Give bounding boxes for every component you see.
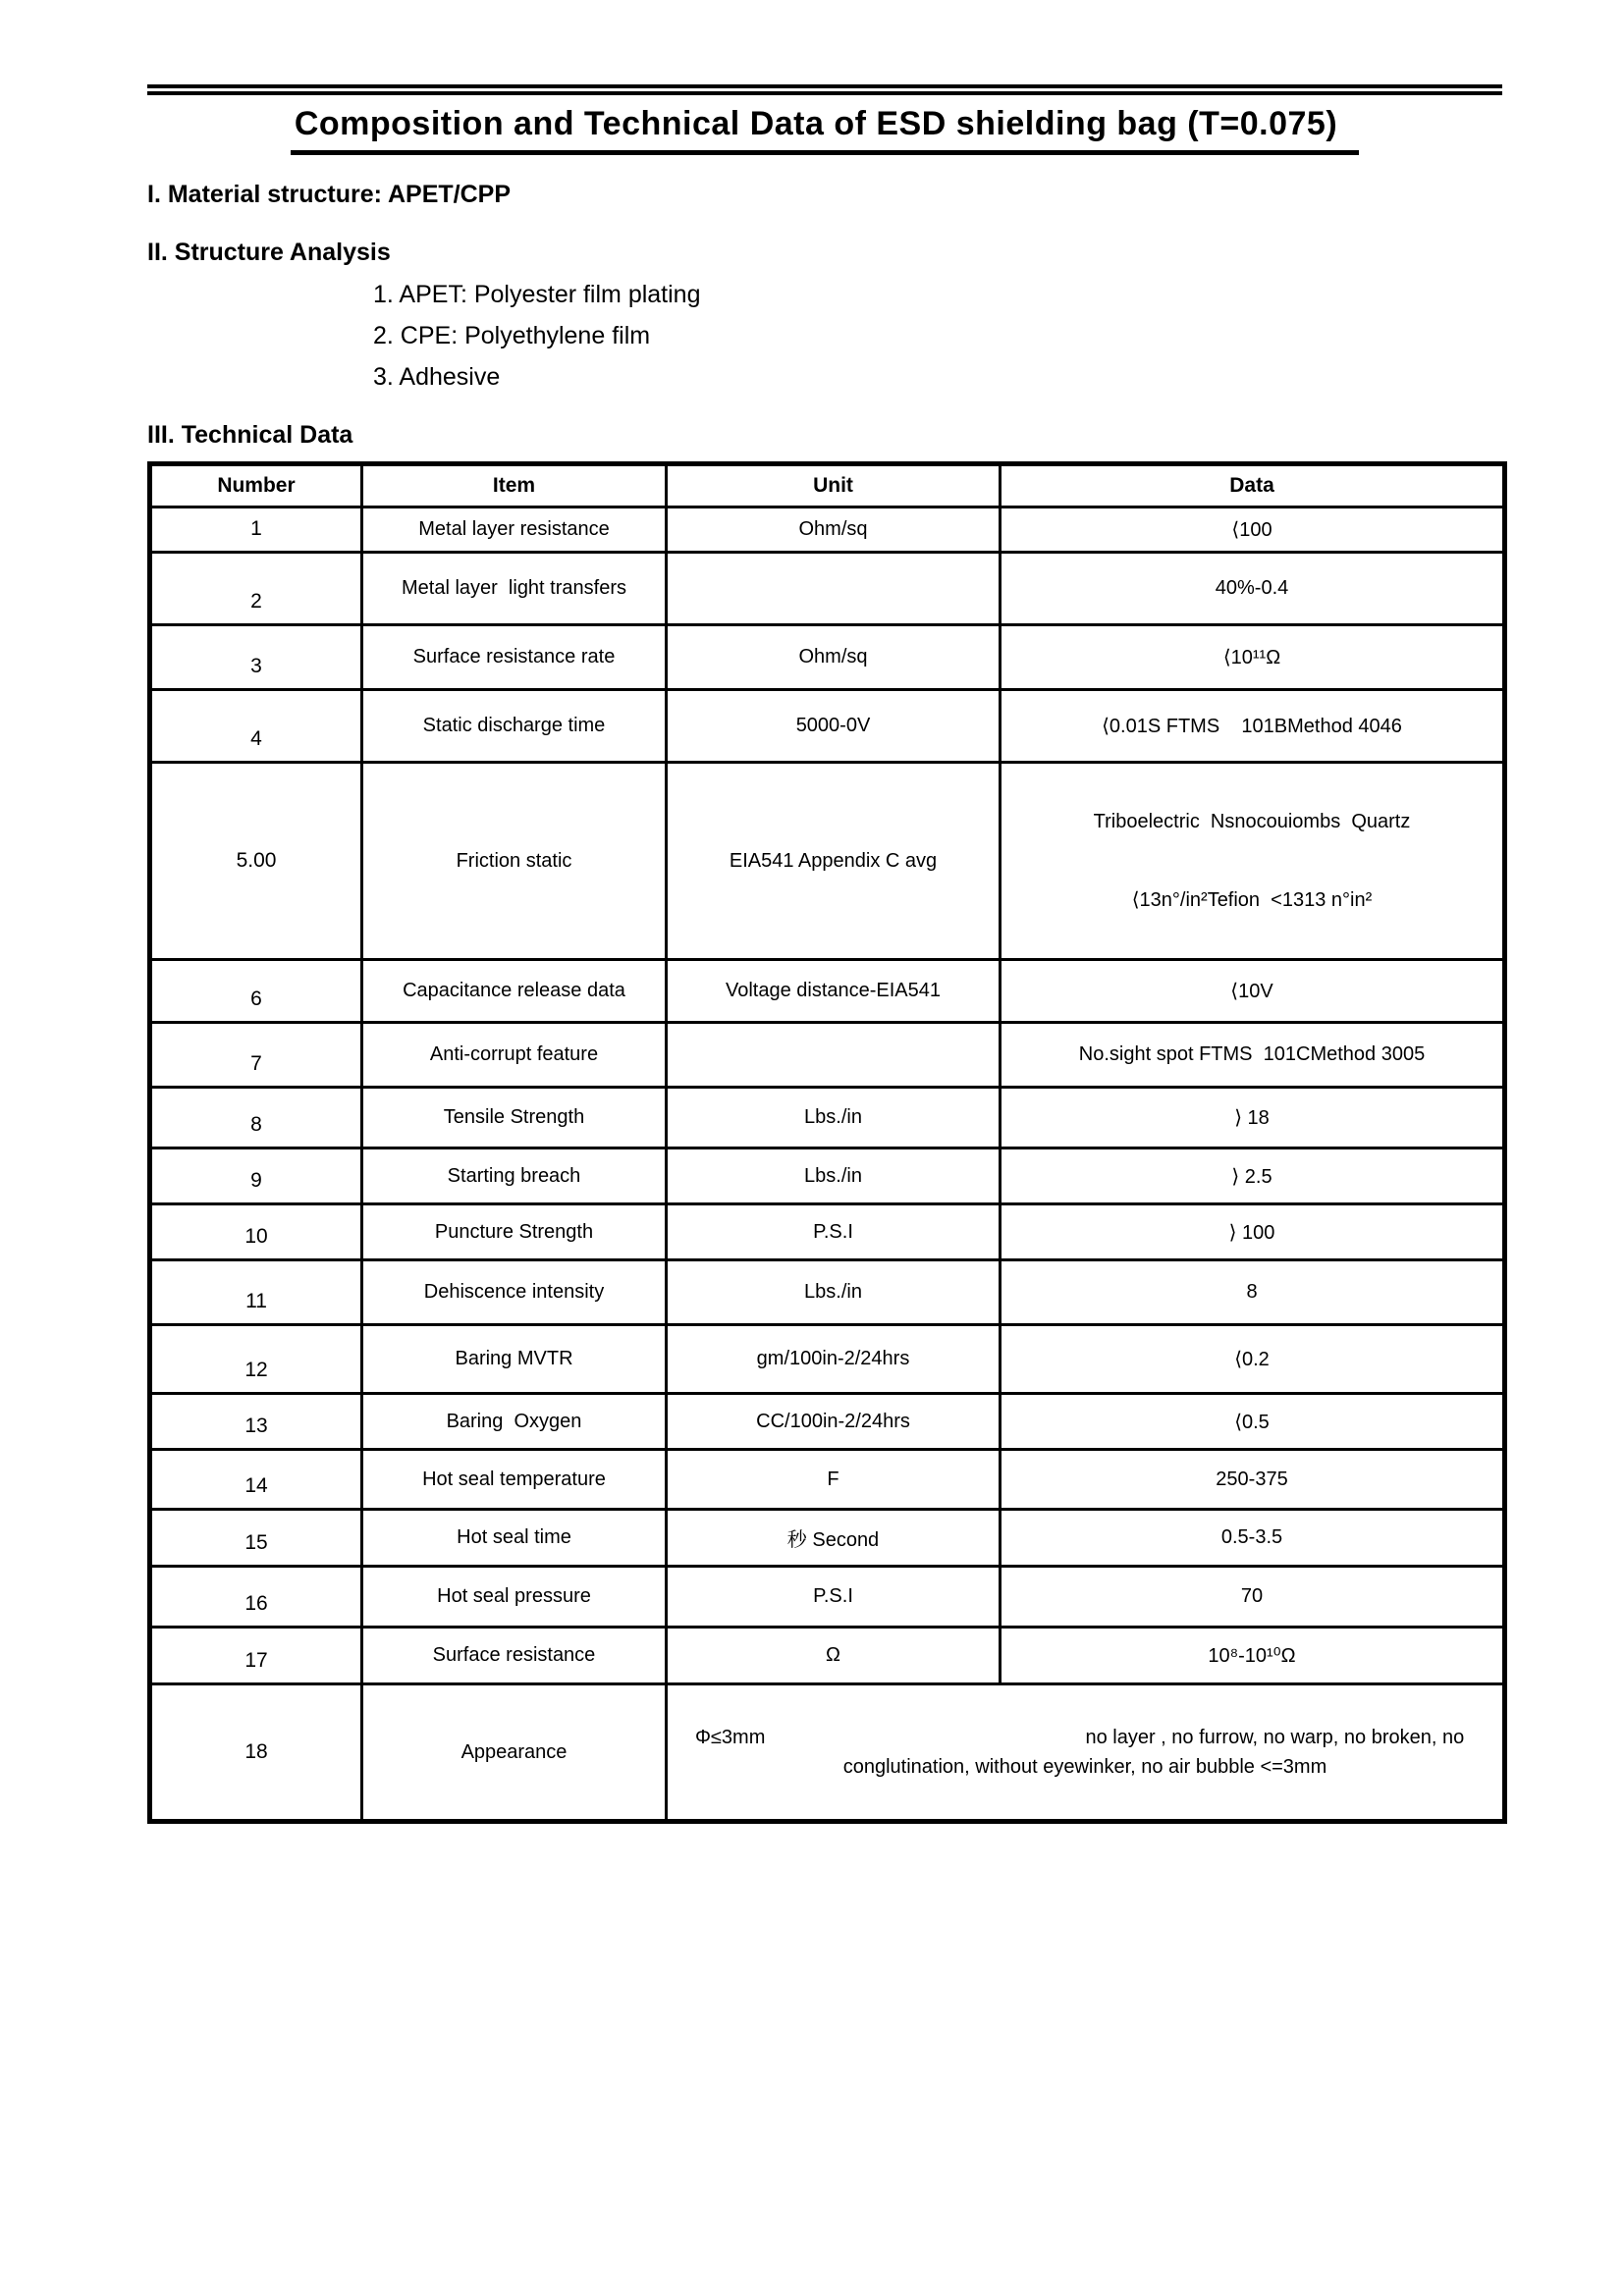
table-row	[150, 1023, 1505, 1088]
table-row	[150, 1148, 1505, 1204]
row-17-item-cell: Surface resistance	[362, 1628, 667, 1684]
row-12-item-cell: Baring MVTR	[362, 1325, 667, 1394]
row-2-data-cell: 40%-0.4	[1001, 553, 1505, 625]
row-3-unit-cell: Ohm/sq	[667, 625, 1001, 690]
row-10-data-cell: ⟩ 100	[1001, 1204, 1505, 1260]
table-row	[150, 1088, 1505, 1148]
row-14-data-cell: 250-375	[1001, 1450, 1505, 1510]
row-13-unit-cell: CC/100in-2/24hrs	[667, 1394, 1001, 1450]
row-15-data-cell: 0.5-3.5	[1001, 1510, 1505, 1567]
row-15-number-cell: 15	[150, 1510, 362, 1567]
row-11-unit-cell: Lbs./in	[667, 1260, 1001, 1325]
structure-item-adhesive: 3. Adhesive	[373, 363, 501, 391]
row-4-unit-cell: 5000-0V	[667, 690, 1001, 763]
row-3-item-cell: Surface resistance rate	[362, 625, 667, 690]
row-9-item-cell: Starting breach	[362, 1148, 667, 1204]
row-5-item-cell: Friction static	[362, 763, 667, 960]
row-7-data-cell: No.sight spot FTMS 101CMethod 3005	[1001, 1023, 1505, 1088]
row-10-item-cell: Puncture Strength	[362, 1204, 667, 1260]
row-5-data-line-1: Triboelectric Nsnocouiombs Quartz	[1093, 811, 1411, 832]
table-row	[150, 553, 1505, 625]
row-4-number-cell: 4	[150, 690, 362, 763]
row-16-data-cell: 70	[1001, 1567, 1505, 1628]
row-1-item-cell: Metal layer resistance	[362, 507, 667, 553]
row-6-data-cell: ⟨10V	[1001, 960, 1505, 1023]
section-heading-technical: III. Technical Data	[147, 421, 353, 449]
row-18-phi-spec: Φ≤3mm	[695, 1727, 766, 1748]
row-8-item-cell: Tensile Strength	[362, 1088, 667, 1148]
row-5-data-cell	[1001, 763, 1505, 960]
row-14-unit-cell: F	[667, 1450, 1001, 1510]
structure-item-cpe: 2. CPE: Polyethylene film	[373, 322, 651, 349]
row-16-unit-cell: P.S.I	[667, 1567, 1001, 1628]
row-2-unit-cell	[667, 553, 1001, 625]
row-13-number-cell: 13	[150, 1394, 362, 1450]
row-4-data-cell: ⟨0.01S FTMS 101BMethod 4046	[1001, 690, 1505, 763]
row-18-appearance-spec: no layer , no furrow, no warp, no broken, no conglutination, without eyewinker, no air bubble <=3mm	[842, 1727, 1470, 1778]
table-row	[150, 1394, 1505, 1450]
row-5-unit-cell: EIA541 Appendix C avg	[667, 763, 1001, 960]
table-row	[150, 1510, 1505, 1567]
col-header-number: Number	[150, 464, 362, 507]
table-row	[150, 1684, 1505, 1822]
row-18-unit-data-merged-cell	[667, 1684, 1505, 1822]
table-header-row	[150, 464, 1505, 507]
structure-list	[373, 279, 1502, 394]
row-8-data-cell: ⟩ 18	[1001, 1088, 1505, 1148]
row-14-item-cell: Hot seal temperature	[362, 1450, 667, 1510]
technical-data-table	[147, 461, 1507, 1824]
row-16-number-cell: 16	[150, 1567, 362, 1628]
col-header-unit: Unit	[667, 464, 1001, 507]
table-row	[150, 1204, 1505, 1260]
row-11-data-cell: 8	[1001, 1260, 1505, 1325]
table-row	[150, 690, 1505, 763]
row-14-number-cell: 14	[150, 1450, 362, 1510]
table-row	[150, 507, 1505, 553]
row-10-number-cell: 10	[150, 1204, 362, 1260]
structure-item-apet: 1. APET: Polyester film plating	[373, 281, 701, 308]
row-2-number-cell: 2	[150, 553, 362, 625]
col-header-item: Item	[362, 464, 667, 507]
row-18-number-cell: 18	[150, 1684, 362, 1822]
row-10-unit-cell: P.S.I	[667, 1204, 1001, 1260]
row-8-number-cell: 8	[150, 1088, 362, 1148]
row-11-number-cell: 11	[150, 1260, 362, 1325]
table-row	[150, 1325, 1505, 1394]
row-1-number-cell: 1	[150, 507, 362, 553]
row-17-unit-cell: Ω	[667, 1628, 1001, 1684]
row-9-unit-cell: Lbs./in	[667, 1148, 1001, 1204]
row-4-item-cell: Static discharge time	[362, 690, 667, 763]
table-row	[150, 763, 1505, 960]
row-13-data-cell: ⟨0.5	[1001, 1394, 1505, 1450]
row-1-unit-cell: Ohm/sq	[667, 507, 1001, 553]
row-3-number-cell: 3	[150, 625, 362, 690]
row-7-item-cell: Anti-corrupt feature	[362, 1023, 667, 1088]
row-7-number-cell: 7	[150, 1023, 362, 1088]
row-9-number-cell: 9	[150, 1148, 362, 1204]
section-heading-structure: II. Structure Analysis	[147, 239, 391, 266]
row-8-unit-cell: Lbs./in	[667, 1088, 1001, 1148]
row-15-item-cell: Hot seal time	[362, 1510, 667, 1567]
row-11-item-cell: Dehiscence intensity	[362, 1260, 667, 1325]
col-header-data: Data	[1001, 464, 1505, 507]
row-9-data-cell: ⟩ 2.5	[1001, 1148, 1505, 1204]
page-title: Composition and Technical Data of ESD shielding bag (T=0.075)	[291, 105, 1359, 155]
row-15-unit-cell: 秒 Second	[667, 1510, 1001, 1567]
row-5-data-line-2: ⟨13n°/in²Tefion <1313 n°in²	[1131, 889, 1373, 911]
row-12-data-cell: ⟨0.2	[1001, 1325, 1505, 1394]
table-row	[150, 1567, 1505, 1628]
table-row	[150, 960, 1505, 1023]
row-16-item-cell: Hot seal pressure	[362, 1567, 667, 1628]
table-row	[150, 1450, 1505, 1510]
row-6-unit-cell: Voltage distance-EIA541	[667, 960, 1001, 1023]
table-row	[150, 1628, 1505, 1684]
double-rule-divider	[147, 84, 1502, 95]
row-6-item-cell: Capacitance release data	[362, 960, 667, 1023]
row-6-number-cell: 6	[150, 960, 362, 1023]
row-5-number-cell: 5.00	[150, 763, 362, 960]
section-heading-material: I. Material structure: APET/CPP	[147, 181, 511, 208]
row-13-item-cell: Baring Oxygen	[362, 1394, 667, 1450]
row-3-data-cell: ⟨10¹¹Ω	[1001, 625, 1505, 690]
title-wrap	[147, 105, 1502, 155]
table-row	[150, 1260, 1505, 1325]
row-17-data-cell: 10⁸-10¹⁰Ω	[1001, 1628, 1505, 1684]
row-17-number-cell: 17	[150, 1628, 362, 1684]
table-row	[150, 625, 1505, 690]
row-12-number-cell: 12	[150, 1325, 362, 1394]
row-2-item-cell: Metal layer light transfers	[362, 553, 667, 625]
row-7-unit-cell	[667, 1023, 1001, 1088]
row-1-data-cell: ⟨100	[1001, 507, 1505, 553]
row-18-item-cell: Appearance	[362, 1684, 667, 1822]
row-12-unit-cell: gm/100in-2/24hrs	[667, 1325, 1001, 1394]
